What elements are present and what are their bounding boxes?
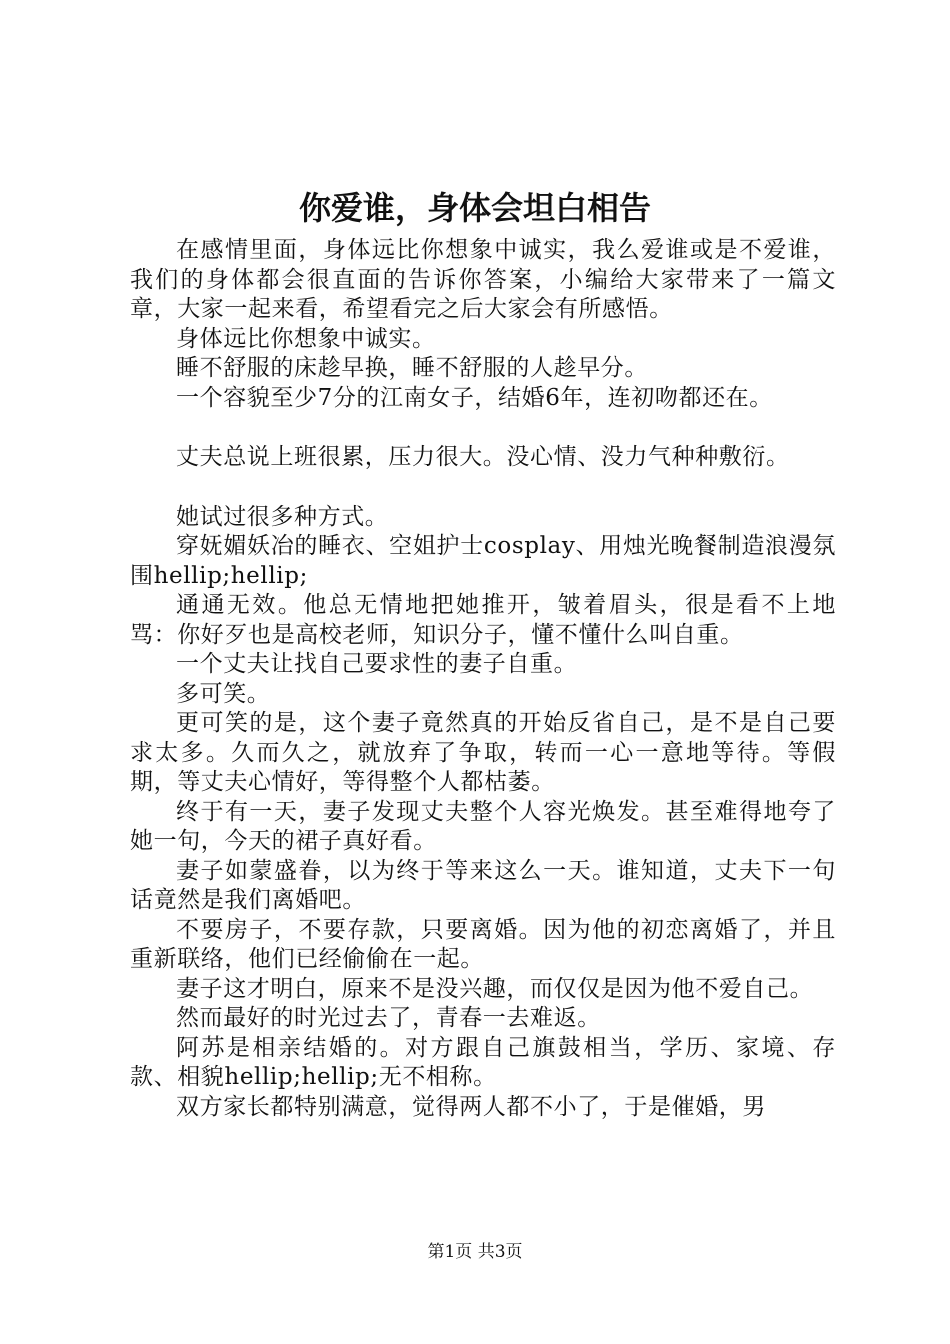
paragraph: 双方家长都特别满意，觉得两人都不小了，于是催婚，男 — [176, 1093, 766, 1120]
paragraph: 多可笑。 — [176, 680, 271, 707]
paragraph: 穿妩媚妖冶的睡衣、空姐护士cosplay、用烛光晚餐制造浪漫氛围hellip;hellip; — [130, 533, 836, 589]
paragraph: 不要房子，不要存款，只要离婚。因为他的初恋离婚了，并且重新联络，他们已经偷偷在一起。 — [130, 916, 836, 972]
paragraph: 在感情里面，身体远比你想象中诚实，我么爱谁或是不爱谁，我们的身体都会很直面的告诉你答案，小编给大家带来了一篇文章，大家一起来看，希望看完之后大家会有所感悟。 — [130, 237, 836, 322]
paragraph: 一个容貌至少7分的江南女子，结婚6年，连初吻都还在。 — [176, 384, 773, 411]
paragraph: 一个丈夫让找自己要求性的妻子自重。 — [176, 651, 578, 677]
paragraph: 睡不舒服的床趁早换，睡不舒服的人趁早分。 — [176, 355, 648, 381]
paragraph: 阿苏是相亲结婚的。对方跟自己旗鼓相当，学历、家境、存款、相貌hellip;hellip;无不相称。 — [130, 1034, 836, 1090]
paragraph: 更可笑的是，这个妻子竟然真的开始反省自己，是不是自己要求太多。久而久之，就放弃了争取，转而一心一意地等待。等假期，等丈夫心情好，等得整个人都枯萎。 — [130, 710, 836, 795]
paragraph: 通通无效。他总无情地把她推开，皱着眉头，很是看不上地骂：你好歹也是高校老师，知识分子，懂不懂什么叫自重。 — [130, 592, 836, 648]
paragraph: 妻子如蒙盛眷，以为终于等来这么一天。谁知道，丈夫下一句话竟然是我们离婚吧。 — [130, 857, 836, 913]
document-title: 你爱谁，身体会坦白相告 — [298, 189, 651, 227]
page-footer: 第1页 共3页 — [427, 1242, 523, 1262]
document-body — [130, 236, 836, 1122]
paragraph: 妻子这才明白，原来不是没兴趣，而仅仅是因为他不爱自己。 — [176, 975, 814, 1002]
paragraph: 身体远比你想象中诚实。 — [176, 325, 436, 352]
paragraph: 然而最好的时光过去了，青春一去难返。 — [176, 1005, 601, 1031]
paragraph: 丈夫总说上班很累，压力很大。没心情、没力气种种敷衍。 — [176, 444, 790, 470]
paragraph: 终于有一天，妻子发现丈夫整个人容光焕发。甚至难得地夸了她一句，今天的裙子真好看。 — [130, 798, 836, 854]
paragraph: 她试过很多种方式。 — [176, 503, 389, 530]
